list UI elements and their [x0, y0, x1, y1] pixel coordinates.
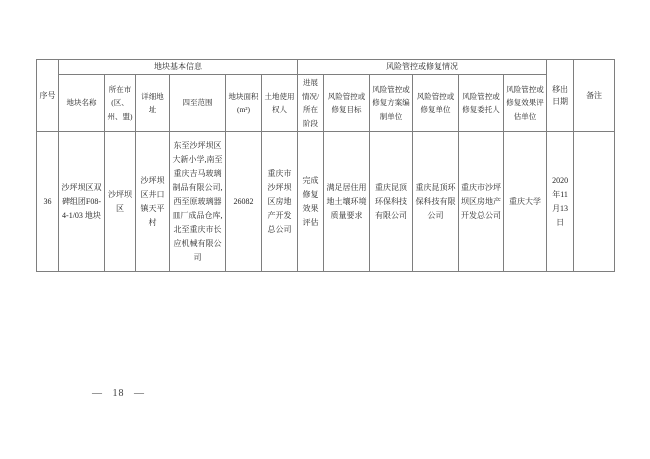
table-column-header-row: [37, 75, 615, 132]
col-header-land-user: 土地使用权人: [262, 75, 298, 132]
cell-serial: 36: [37, 132, 59, 272]
cell-repair-unit: 重庆昆顶环保科技有限公司: [413, 132, 459, 272]
group-header-removal-date: 移出日期: [547, 60, 574, 132]
col-header-target: 风险管控或修复目标: [324, 75, 370, 132]
group-header-basic-info: 地块基本信息: [59, 60, 298, 75]
col-header-area: 地块面积(m²): [226, 75, 262, 132]
col-header-repair-unit: 风险管控或修复单位: [413, 75, 459, 132]
group-header-serial: 序号: [37, 60, 59, 132]
cell-land-user: 重庆市沙坪坝区房地产开发总公司: [262, 132, 298, 272]
cell-assess-unit: 重庆大学: [504, 132, 547, 272]
cell-boundary: 东至沙坪坝区大新小学,南至重庆吉马玻璃制品有限公司,西至原玻璃器皿厂成品仓库,北至重庆市长应机械有限公司: [170, 132, 226, 272]
col-header-boundary: 四至范围: [170, 75, 226, 132]
cell-progress: 完成修复效果评估: [298, 132, 324, 272]
col-header-address: 详细地址: [136, 75, 170, 132]
cell-removal-date: 2020年11月13日: [547, 132, 574, 272]
group-header-risk-control: 风险管控或修复情况: [298, 60, 547, 75]
cell-city: 沙坪坝区: [105, 132, 136, 272]
cell-address: 沙坪坝区井口镇天平村: [136, 132, 170, 272]
col-header-city: 所在市(区、州、盟): [105, 75, 136, 132]
col-header-progress: 进展情况/所在阶段: [298, 75, 324, 132]
cell-target: 满足居住用地土壤环境质量要求: [324, 132, 370, 272]
col-header-client: 风险管控或修复委托人: [459, 75, 504, 132]
parcel-record-table: [36, 59, 615, 272]
col-header-parcel-name: 地块名称: [59, 75, 105, 132]
cell-parcel-name: 沙坪坝区双碑组团F08-4-1/03 地块: [59, 132, 105, 272]
cell-remark: [574, 132, 615, 272]
page-number: — 18 —: [92, 388, 145, 399]
col-header-assess-unit: 风险管控或修复效果评估单位: [504, 75, 547, 132]
table-group-header-row: [37, 60, 615, 75]
col-header-plan-unit: 风险管控或修复方案编制单位: [370, 75, 413, 132]
cell-client: 重庆市沙坪坝区房地产开发总公司: [459, 132, 504, 272]
cell-area: 26082: [226, 132, 262, 272]
group-header-remark: 备注: [574, 60, 615, 132]
cell-plan-unit: 重庆昆顶环保科技有限公司: [370, 132, 413, 272]
table-row: [37, 132, 615, 272]
